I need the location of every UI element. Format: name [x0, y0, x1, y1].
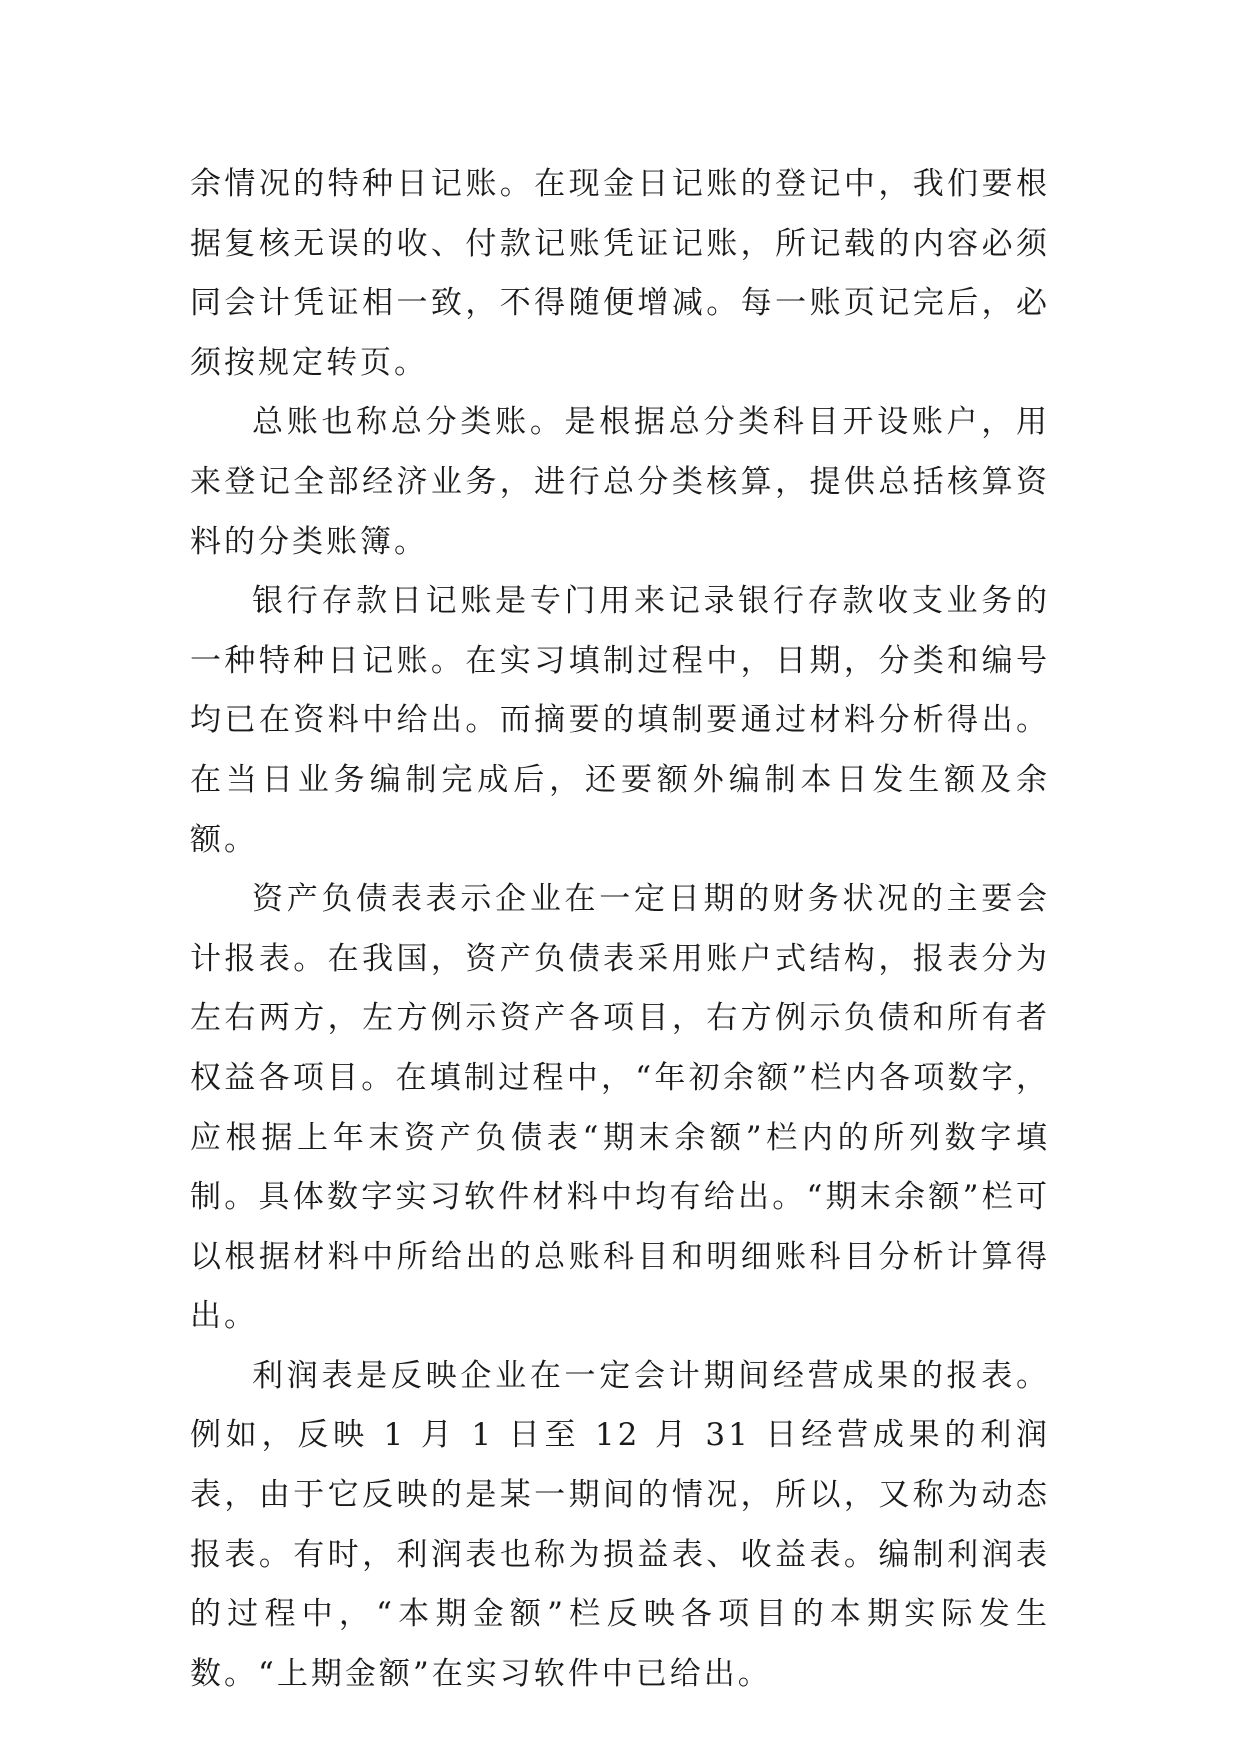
paragraph-cash-journal-continued: 余情况的特种日记账。在现金日记账的登记中，我们要根据复核无误的收、付款记账凭证记账，所记载的内容必须同会计凭证相一致，不得随便增减。每一账页记完后，必须按规定转页。	[190, 166, 1050, 381]
paragraph-balance-sheet: 资产负债表表示企业在一定日期的财务状况的主要会计报表。在我国，资产负债表采用账户式结构，报表分为左右两方，左方例示资产各项目，右方例示负债和所有者权益各项目。在填制过程中，“年初余额”栏内各项数字，应根据上年末资产负债表“期末余额”栏内的所列数字填制。具体数字实习软件材料中均有给出。“期末余额”栏可以根据材料中所给出的总账科目和明细账科目分析计算得出。	[190, 881, 1050, 1335]
paragraph-general-ledger: 总账也称总分类账。是根据总分类科目开设账户，用来登记全部经济业务，进行总分类核算，提供总括核算资料的分类账簿。	[190, 404, 1050, 560]
paragraph-bank-deposit-journal: 银行存款日记账是专门用来记录银行存款收支业务的一种特种日记账。在实习填制过程中，日期，分类和编号均已在资料中给出。而摘要的填制要通过材料分析得出。在当日业务编制完成后，还要额外编制本日发生额及余额。	[190, 583, 1050, 858]
paragraph-income-statement: 利润表是反映企业在一定会计期间经营成果的报表。例如，反映 1 月 1 日至 12 月 31 日经营成果的利润表，由于它反映的是某一期间的情况，所以，又称为动态报表。有时，利润表也称为损益表、收益表。编制利润表的过程中，“本期金额”栏反映各项目的本期实际发生数。“上期金额”在实习软件中已给出。	[190, 1357, 1050, 1692]
document-body	[190, 155, 1050, 1704]
